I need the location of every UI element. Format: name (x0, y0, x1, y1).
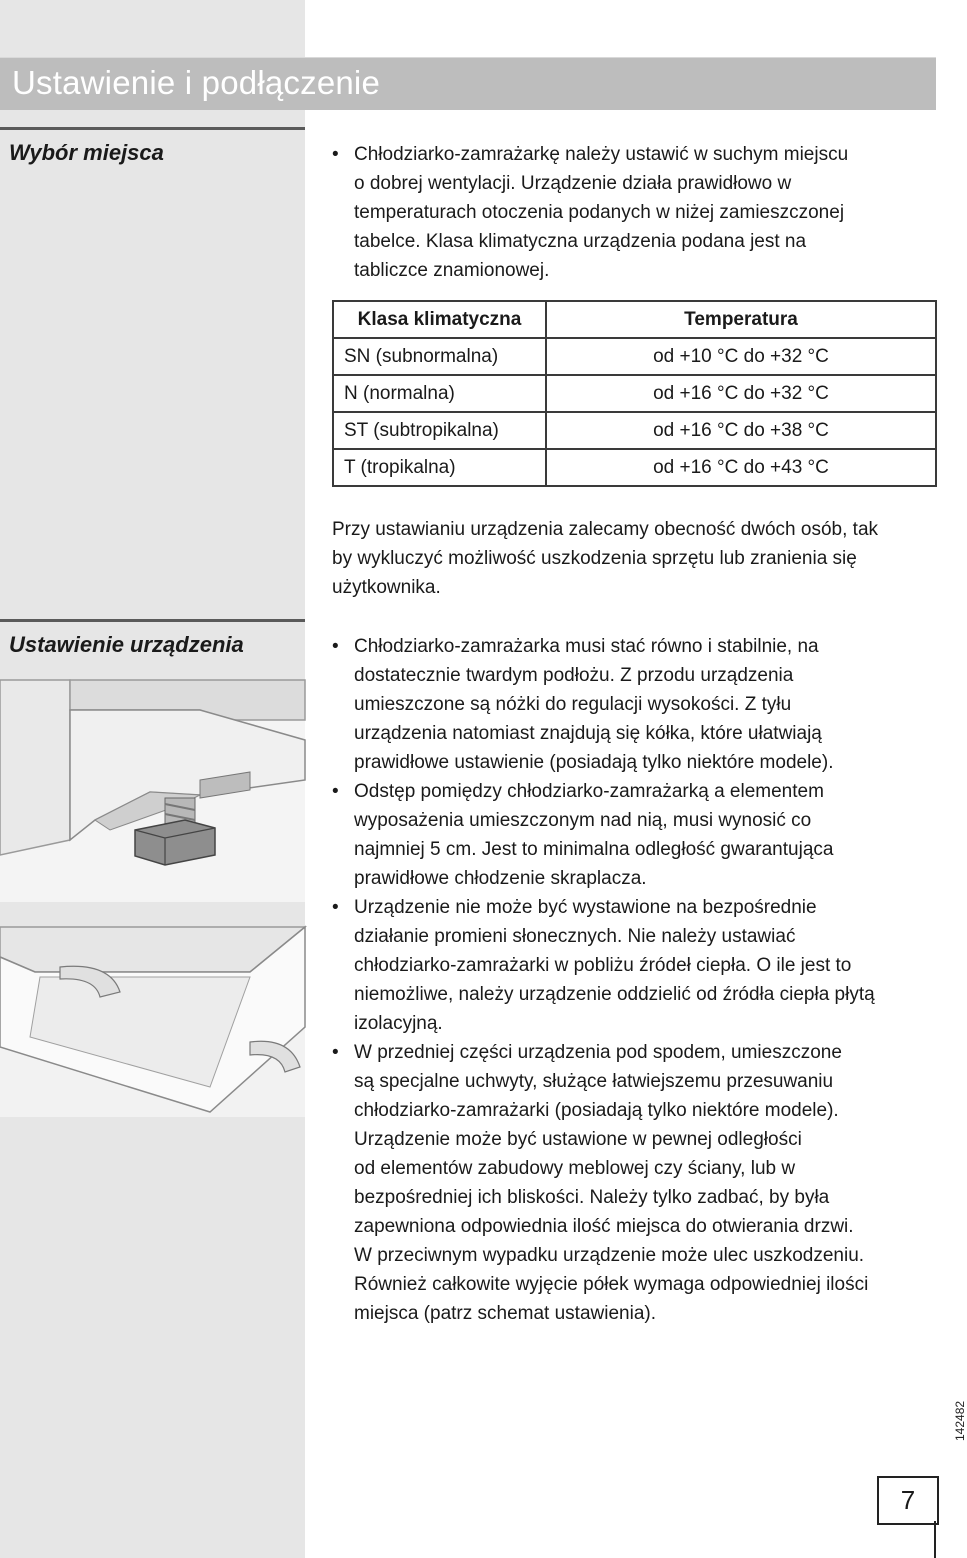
leveling-foot-drawing (0, 680, 305, 902)
table-row: N (normalna) od +16 °C do +32 °C (333, 375, 936, 412)
list-item: • Chłodziarko-zamrażarkę należy ustawić w suchym miejscu o dobrej wentylacji. Urządzenie działa prawidłowo w temperaturach otoczenia podanych w niżej zamieszczonej tabelce. Klasa klimatyczna urządzenia podana jest na tabliczce znamionowej. (332, 140, 932, 285)
leveling-foot-illustration (0, 680, 305, 902)
section-label-setup: Ustawienie urządzenia (9, 632, 244, 657)
list-item: • Chłodziarko-zamrażarka musi stać równo i stabilnie, na dostatecznie twardym podłożu. Z przodu urządzenia umieszczone są nóżki do regulacji wysokości. Z tyłu urządzenia natomiast znajdują się kółka, które ułatwiają prawidłowe ustawienie (posiadają tylko niektóre modele). (332, 632, 932, 777)
front-handle-illustration (0, 927, 305, 1117)
page-title: Ustawienie i podłączenie (12, 64, 381, 101)
section-rule-setup (0, 619, 305, 622)
table-row: SN (subnormalna) od +10 °C do +32 °C (333, 338, 936, 375)
section-label-choice: Wybór miejsca (9, 140, 164, 165)
document-code: 142482 (953, 1400, 967, 1441)
page-number-rule (934, 1521, 936, 1558)
page-title-bar (0, 57, 936, 110)
front-handle-drawing (0, 927, 305, 1117)
column-header-class: Klasa klimatyczna (333, 301, 546, 338)
list-item: • Odstęp pomiędzy chłodziarko-zamrażarką a elementem wyposażenia umieszczonym nad nią, musi wynosić co najmniej 5 cm. Jest to minimalna odległość gwarantująca prawidłowe chłodzenie skraplacza. (332, 777, 932, 893)
column-header-temperature: Temperatura (546, 301, 936, 338)
climate-class-table (332, 300, 937, 487)
table-row: T (tropikalna) od +16 °C do +43 °C (333, 449, 936, 486)
list-item: • W przedniej części urządzenia pod spodem, umieszczone są specjalne uchwyty, służące łatwiejszemu przesuwaniu chłodziarko-zamrażarki (posiadają tylko niektóre modele). Urządzenie może być ustawione w pewnej odległości od elementów zabudowy meblowej czy ściany, lub w bezpośredniej ich bliskości. Należy tylko zadbać, by była zapewniona odpowiednia ilość miejsca do otwierania drzwi. W przeciwnym wypadku urządzenie może ulec uszkodzeniu. Również całkowite wyjęcie półek wymaga odpowiedniej ilości miejsca (patrz schemat ustawienia). (332, 1038, 932, 1328)
table-header-row (333, 301, 936, 338)
list-item: • Urządzenie nie może być wystawione na bezpośrednie działanie promieni słonecznych. Nie należy ustawiać chłodziarko-zamrażarki w pobliżu źródeł ciepła. O ile jest to niemożliwe, należy urządzenie oddzielić od źródła ciepła płytą izolacyjną. (332, 893, 932, 1038)
table-row: ST (subtropikalna) od +16 °C do +38 °C (333, 412, 936, 449)
page-number: 7 (877, 1476, 939, 1525)
section-rule-choice (0, 127, 305, 130)
assembly-note: Przy ustawianiu urządzenia zalecamy obecność dwóch osób, tak by wykluczyć możliwość uszkodzenia sprzętu lub zranienia się użytkownika. (332, 519, 879, 598)
choice-intro-list (332, 140, 932, 285)
setup-bullet-list (332, 632, 932, 1328)
